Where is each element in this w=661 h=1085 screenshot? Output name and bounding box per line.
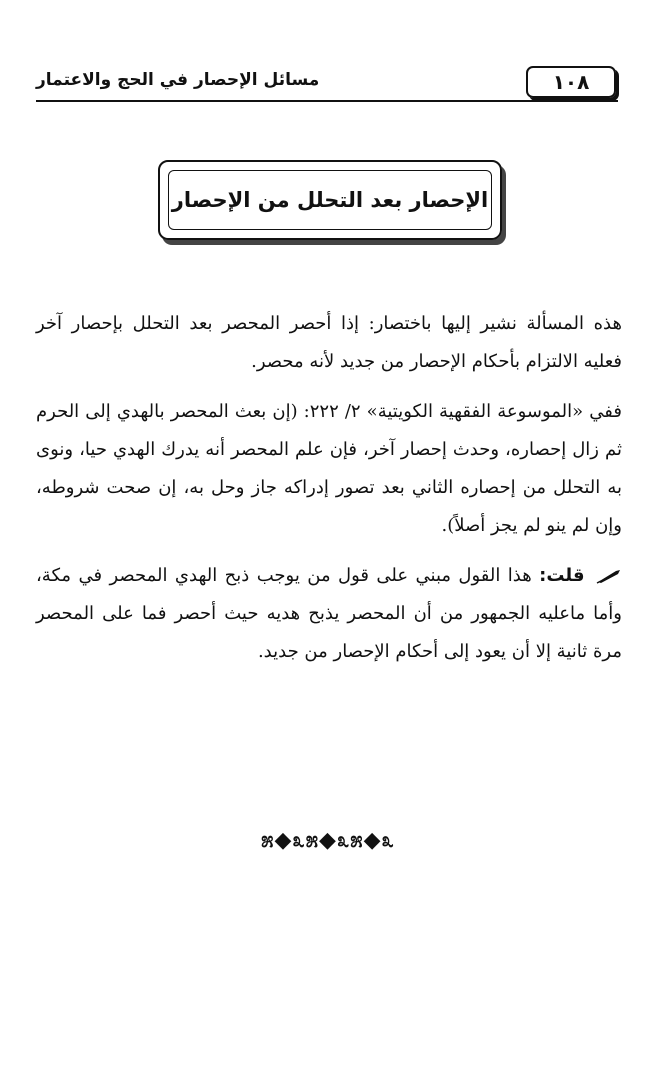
ornament-divider: ೫◆೩೫◆೩೫◆೩: [261, 827, 395, 853]
note-text: هذا القول مبني على قول من يوجب ذبح الهدي المحصر في مكة، وأما ماعليه الجمهور من أن المحصر يذبح هديه حيث أحصر فما على المحصر مرة ثانية إلا أن يعود إلى أحكام الإحصار من جديد.: [36, 565, 622, 662]
page-header: [36, 62, 622, 102]
pen-icon: [596, 568, 622, 584]
note-paragraph: [36, 557, 622, 671]
note-label: قلت:: [539, 565, 585, 586]
section-title-frame: [158, 160, 502, 240]
paragraph-intro: هذه المسألة نشير إليها باختصار: إذا أحصر المحصر بعد التحلل بإحصار آخر فعليه الالتزام بأحكام الإحصار من جديد لأنه محصر.: [36, 313, 622, 372]
page-number: ١٠٨: [526, 66, 616, 98]
body-text: [36, 305, 622, 683]
header-rule: [36, 100, 618, 102]
paragraph-quote: ففي «الموسوعة الفقهية الكويتية» ٢/ ٢٢٢: (إن بعث المحصر بالهدي إلى الحرم ثم زال إحصاره، وحدث إحصار آخر، فإن علم المحصر أنه يدرك الهدي حيا، ونوى به التحلل من إحصاره الثاني بعد تصور إدراكه جاز وحل به، إن صحت شروطه، وإن لم ينو لم يجز أصلاً).: [36, 401, 622, 536]
section-title: الإحصار بعد التحلل من الإحصار: [168, 170, 492, 230]
running-title: مسائل الإحصار في الحج والاعتمار: [36, 70, 320, 90]
